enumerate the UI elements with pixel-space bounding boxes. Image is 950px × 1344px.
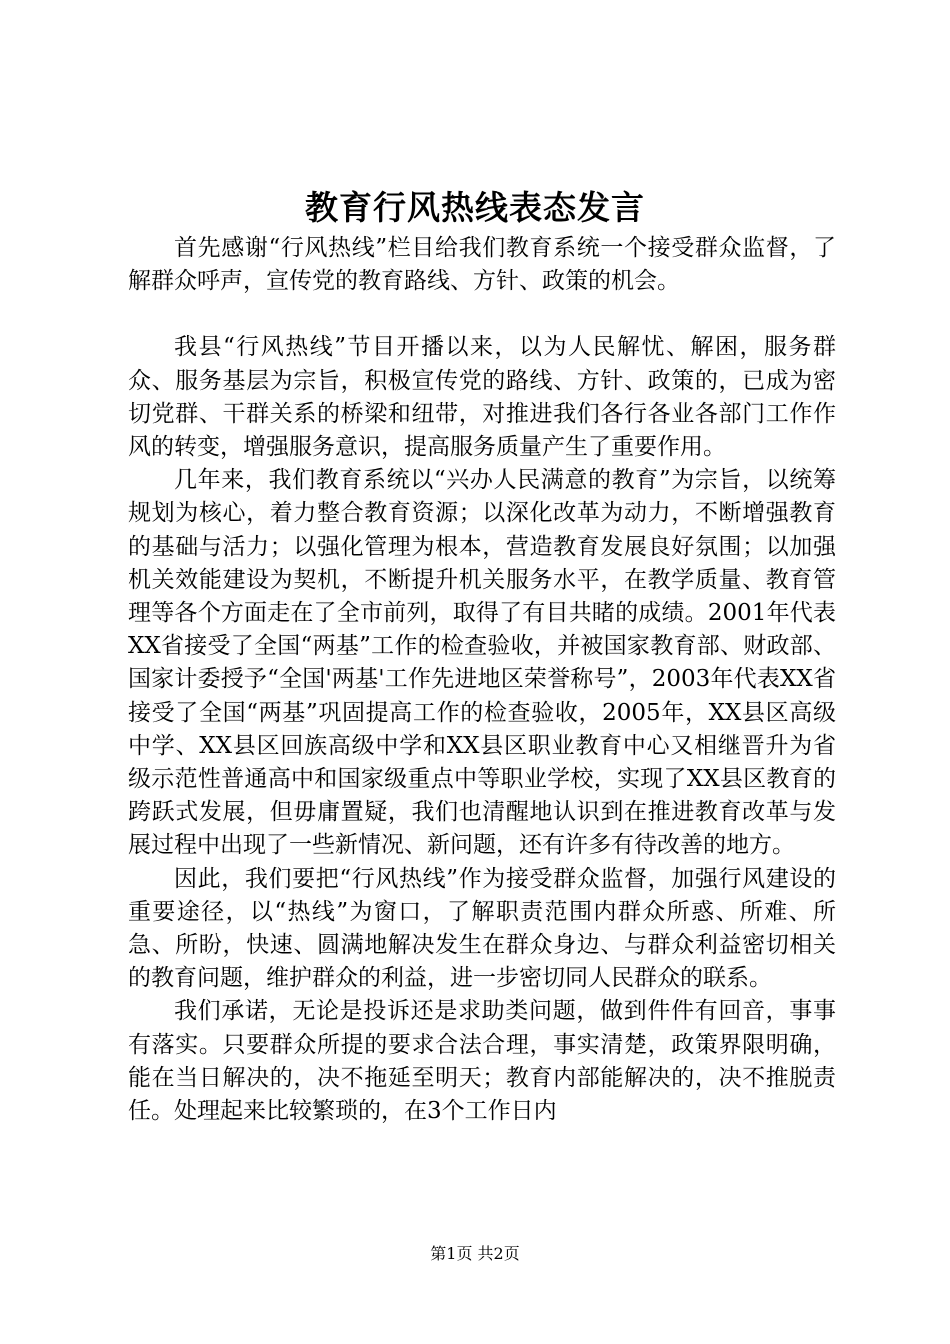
paragraph-achievements: 几年来，我们教育系统以“兴办人民满意的教育”为宗旨，以统筹规划为核心，着力整合教育资源；以深化改革为动力，不断增强教育的基础与活力；以强化管理为根本，营造教育发展良好氛围；以加强机关效能建设为契机，不断提升机关服务水平，在教学质量、教育管理等各个方面走在了全市前列，取得了有目共睹的成绩。2001年代表XX省接受了全国“两基”工作的检查验收，并被国家教育部、财政部、国家计委授予“全国'两基'工作先进地区荣誉称号”，2003年代表XX省接受了全国“两基”巩固提高工作的检查验收，2005年，XX县区高级中学、XX县区回族高级中学和XX县区职业教育中心又相继晋升为省级示范性普通高中和国家级重点中等职业学校，实现了XX县区教育的跨跃式发展，但毋庸置疑，我们也清醒地认识到在推进教育改革与发展过程中出现了一些新情况、新问题，还有许多有待改善的地方。 [128, 467, 836, 859]
paragraph-hotline-role: 因此，我们要把“行风热线”作为接受群众监督，加强行风建设的重要途径，以“热线”为窗口，了解职责范围内群众所惑、所难、所急、所盼，快速、圆满地解决发生在群众身边、与群众利益密切相关的教育问题，维护群众的利益，进一步密切同人民群众的联系。 [128, 865, 836, 992]
paragraph-intro: 首先感谢“行风热线”栏目给我们教育系统一个接受群众监督，了解群众呼声，宣传党的教育路线、方针、政策的机会。 [128, 235, 836, 295]
document-body [128, 232, 836, 1128]
paragraph-program: 我县“行风热线”节目开播以来，以为人民解忧、解困，服务群众、服务基层为宗旨，积极宣传党的路线、方针、政策的，已成为密切党群、干群关系的桥梁和纽带，对推进我们各行各业各部门工作作风的转变，增强服务意识，提高服务质量产生了重要作用。 [128, 334, 836, 461]
paragraph-commitment: 我们承诺，无论是投诉还是求助类问题，做到件件有回音，事事有落实。只要群众所提的要求合法合理，事实清楚，政策界限明确，能在当日解决的，决不拖延至明天；教育内部能解决的，决不推脱责任。处理起来比较繁琐的，在3个工作日内 [128, 998, 836, 1125]
page-number-footer: 第1页 共2页 [430, 1244, 520, 1263]
document-title: 教育行风热线表态发言 [305, 188, 645, 227]
